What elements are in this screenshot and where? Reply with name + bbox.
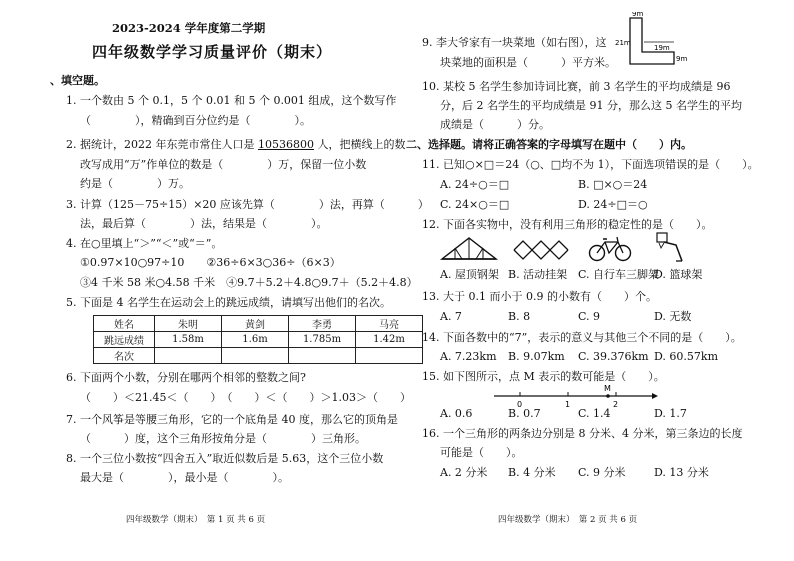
option-16b: B. 4 分米 <box>508 466 556 479</box>
question-1-line2: （ ），精确到百分位约是（ ）。 <box>80 114 311 127</box>
table-row <box>94 348 423 364</box>
option-12d: D. 篮球架 <box>654 268 703 281</box>
rank-blank[interactable] <box>155 348 222 364</box>
question-12: 12. 下面各实物中，没有利用三角形的稳定性的是（ ）。 <box>422 218 713 231</box>
rank-blank[interactable] <box>356 348 423 364</box>
exam-title: 四年级数学学习质量评价（期末） <box>92 43 333 61</box>
tick-label-1: 1 <box>565 400 571 409</box>
question-8-line2: 最大是（ ），最小是（ ）。 <box>80 471 289 484</box>
question-2-line3: 约是（ ）万。 <box>80 177 190 190</box>
option-14b: B. 9.07km <box>508 350 565 363</box>
roof-truss-icon <box>440 235 498 263</box>
basketball-hoop-icon <box>652 231 688 263</box>
option-16a: A. 2 分米 <box>440 466 488 479</box>
question-4-row2: ③4 千米 58 米○4.58 千米 ④9.7＋5.2＋4.8○9.7＋（5.2＋4.8） <box>80 276 418 289</box>
question-7: 7. 一个风筝是等腰三角形，它的一个底角是 40 度，那么它的顶角是 <box>66 413 398 426</box>
question-9: 9. 李大爷家有一块菜地（如右图），这 <box>422 36 607 49</box>
question-5: 5. 下面是 4 名学生在运动会上的跳远成绩，请填写出他们的名次。 <box>66 296 391 309</box>
option-13b: B. 8 <box>508 310 531 323</box>
fig-label-left: 21m <box>615 39 631 47</box>
option-11b: B. □×○＝24 <box>578 178 648 191</box>
tick-label-0: 0 <box>517 400 523 409</box>
table-cell: 黄剑 <box>222 316 289 332</box>
question-2-line2: 改写成用“万”作单位的数是（ ）万，保留一位小数 <box>80 158 367 171</box>
option-15b: B. 0.7 <box>508 407 541 420</box>
table-cell: 李勇 <box>289 316 356 332</box>
table-row <box>94 316 423 332</box>
question-2: 2. 据统计，2022 年东莞市常住人口是 10536800 人，把横线上的数 <box>66 138 406 151</box>
footer-page-2: 四年级数学（期末） 第 2 页 共 6 页 <box>498 515 638 525</box>
option-15c: C. 1.4 <box>578 407 611 420</box>
question-1: 1. 一个数由 5 个 0.1，5 个 0.01 和 5 个 0.001 组成，这个数写作 <box>66 94 397 107</box>
question-7-line2: （ ）度，这个三角形按角分是（ ）三角形。 <box>80 432 366 445</box>
tick-label-2: 2 <box>613 400 619 409</box>
option-12b: B. 活动挂架 <box>508 268 568 281</box>
question-6: 6. 下面两个小数，分别在哪两个相邻的整数之间? <box>66 371 306 384</box>
question-10-line2: 分，后 2 名学生的平均成绩是 91 分，那么这 5 名学生的平均 <box>440 99 742 112</box>
long-jump-table <box>93 315 423 364</box>
question-16-line2: 可能是（ ）。 <box>440 446 523 459</box>
fig-label-top: 9m <box>632 12 644 18</box>
option-14d: D. 60.57km <box>654 350 719 363</box>
option-16c: C. 9 分米 <box>578 466 626 479</box>
question-14: 14. 下面各数中的“7”，表示的意义与其他三个不同的是（ ）。 <box>422 331 742 344</box>
question-4-row1: ①0.97×10○97÷10 ②36÷6×3○36÷（6×3） <box>80 256 341 269</box>
option-11d: D. 24÷□＝○ <box>578 198 648 211</box>
fig-label-right: 9m <box>676 55 688 63</box>
question-3-line2: 法，最后算（ ）法，结果是（ ）。 <box>80 217 328 230</box>
point-m-label: M <box>604 384 611 393</box>
question-8: 8. 一个三位小数按“四舍五入”取近似数后是 5.63，这个三位小数 <box>66 452 384 465</box>
rank-blank[interactable] <box>222 348 289 364</box>
table-row <box>94 332 423 348</box>
option-15a: A. 0.6 <box>440 407 473 420</box>
option-12c: C. 自行车三脚架 <box>578 268 660 281</box>
option-11a: A. 24÷○＝□ <box>440 178 510 191</box>
question-9-line2: 块菜地的面积是（ ）平方米。 <box>440 56 616 69</box>
question-13: 13. 大于 0.1 而小于 0.9 的小数有（ ）个。 <box>422 290 657 303</box>
table-cell: 1.6m <box>222 332 289 348</box>
table-cell: 朱明 <box>155 316 222 332</box>
population-number: 10536800 <box>257 138 314 151</box>
bicycle-icon <box>588 234 632 262</box>
footer-page-1: 四年级数学（期末） 第 1 页 共 6 页 <box>126 515 266 525</box>
section-fill-blank: 、填空题。 <box>50 74 105 87</box>
table-cell: 1.42m <box>356 332 423 348</box>
table-header-rank: 名次 <box>94 348 155 364</box>
question-10-line3: 成绩是（ ）分。 <box>440 118 550 131</box>
folding-rack-icon <box>512 238 570 262</box>
question-6-line2: （ ）＜21.45＜（ ） （ ）＜（ ）＞1.03＞（ ） <box>80 391 411 404</box>
question-4: 4. 在○里填上“＞”“＜”或“＝”。 <box>66 237 223 250</box>
table-header-name: 姓名 <box>94 316 155 332</box>
option-11c: C. 24×○＝□ <box>440 198 510 211</box>
rank-blank[interactable] <box>289 348 356 364</box>
option-14c: C. 39.376km <box>578 350 649 363</box>
garden-figure <box>610 12 690 72</box>
section-multiple-choice: 二、选择题。请将正确答案的字母填写在题中（ ）内。 <box>406 138 692 151</box>
year-term: 2023-2024 学年度第二学期 <box>112 21 266 35</box>
question-11: 11. 已知○×□＝24（○、□均不为 1），下面选项错误的是（ ）。 <box>422 158 759 171</box>
table-cell: 马亮 <box>356 316 423 332</box>
option-13d: D. 无数 <box>654 310 692 323</box>
table-cell: 1.785m <box>289 332 356 348</box>
option-13a: A. 7 <box>440 310 462 323</box>
option-16d: D. 13 分米 <box>654 466 709 479</box>
fig-label-mid: 19m <box>654 44 670 52</box>
question-10: 10. 某校 5 名学生参加诗词比赛，前 3 名学生的平均成绩是 96 <box>422 80 731 93</box>
question-3: 3. 计算（125－75÷15）×20 应该先算（ ）法，再算（ ） <box>66 198 429 211</box>
option-13c: C. 9 <box>578 310 601 323</box>
option-12a: A. 屋顶钢架 <box>440 268 499 281</box>
option-14a: A. 7.23km <box>440 350 497 363</box>
table-cell: 1.58m <box>155 332 222 348</box>
table-header-score: 跳远成绩 <box>94 332 155 348</box>
option-15d: D. 1.7 <box>654 407 687 420</box>
question-16: 16. 一个三角形的两条边分别是 8 分米、4 分米，第三条边的长度 <box>422 427 743 440</box>
question-15: 15. 如下图所示，点 M 表示的数可能是（ ）。 <box>422 370 665 383</box>
